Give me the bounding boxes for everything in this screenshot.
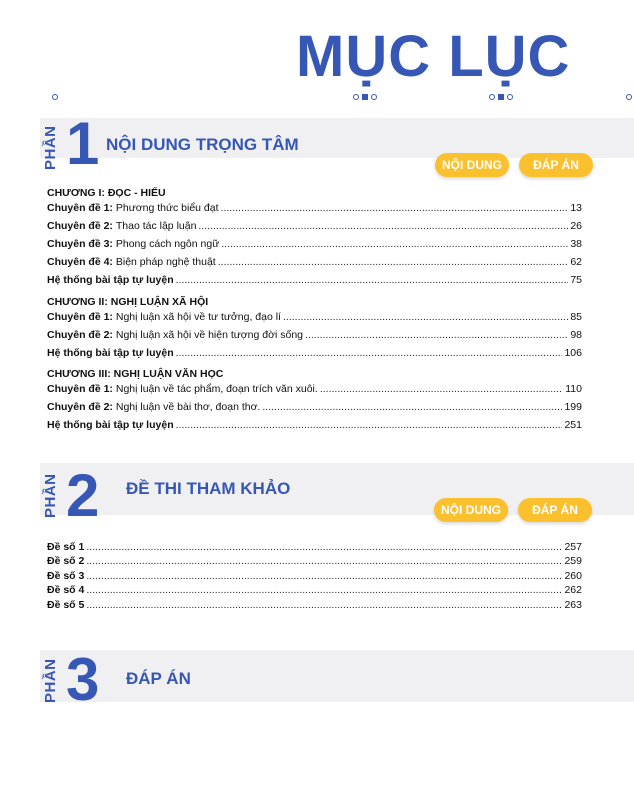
section-1-phan-label: PHẦN (42, 125, 59, 170)
toc-row[interactable]: Chuyên đề 1: Nghị luận xã hội về tư tưởng, đạo lí ..... 85 (47, 311, 582, 329)
decor-dots-icon (489, 92, 513, 101)
section-2-answer-button[interactable]: ĐÁP ÁN (518, 498, 592, 522)
section-1-toc (47, 184, 582, 437)
page-title: MỤC LỤC (296, 24, 571, 89)
chapter-title: CHƯƠNG II: NGHỊ LUẬN XÃ HỘI (47, 295, 209, 308)
toc-row[interactable]: Hệ thống bài tập tự luyện ..... 106 (47, 347, 582, 365)
toc-row[interactable]: Đề số 5 ..... 263 (47, 599, 582, 613)
toc-row[interactable]: Đề số 4 ..... 262 (47, 584, 582, 598)
section-2-phan-label: PHẦN (42, 473, 59, 518)
toc-row[interactable]: Chuyên đề 4: Biện pháp nghệ thuật ..... 62 (47, 256, 582, 274)
chapter-title: CHƯƠNG III: NGHỊ LUẬN VĂN HỌC (47, 367, 224, 380)
section-1-number: 1 (66, 110, 100, 177)
toc-row[interactable]: Chuyên đề 3: Phong cách ngôn ngữ ..... 38 (47, 238, 582, 256)
section-3-title: ĐÁP ÁN (126, 669, 191, 688)
toc-row[interactable]: Chuyên đề 1: Phương thức biểu đạt ..... 13 (47, 202, 582, 220)
toc-row[interactable]: Chuyên đề 2: Nghị luận về bài thơ, đoạn thơ. ..... 199 (47, 401, 582, 419)
toc-row[interactable]: Chuyên đề 2: Nghị luận xã hội về hiện tượng đời sống ..... 98 (47, 329, 582, 347)
section-1-content-button[interactable]: NỘI DUNG (435, 153, 509, 177)
chapter-title: CHƯƠNG I: ĐỌC - HIỂU (47, 187, 166, 199)
toc-row[interactable]: Đề số 3 ..... 260 (47, 570, 582, 584)
section-2-content-button[interactable]: NỘI DUNG (434, 498, 508, 522)
section-3-number: 3 (66, 646, 100, 713)
section-2-number: 2 (66, 462, 100, 529)
toc-row[interactable]: Đề số 1 ..... 257 (47, 541, 582, 555)
toc-row[interactable]: Đề số 2 ..... 259 (47, 555, 582, 569)
decor-ring-icon (626, 92, 632, 101)
toc-row[interactable]: Hệ thống bài tập tự luyện ..... 251 (47, 419, 582, 437)
section-1-answer-button[interactable]: ĐÁP ÁN (519, 153, 593, 177)
section-3-phan-label: PHẦN (42, 658, 59, 703)
section-2-title: ĐỀ THI THAM KHẢO (126, 479, 291, 498)
toc-row[interactable]: Chuyên đề 1: Nghị luận về tác phẩm, đoạn trích văn xuôi. ..... 110 (47, 383, 582, 401)
decor-ring-icon (52, 92, 58, 101)
decor-dots-icon (353, 92, 377, 101)
toc-row[interactable]: Chuyên đề 2: Thao tác lập luận ..... 26 (47, 220, 582, 238)
toc-row[interactable]: Hệ thống bài tập tự luyện ..... 75 (47, 274, 582, 292)
section-1-title: NỘI DUNG TRỌNG TÂM (106, 135, 299, 154)
section-2-toc (47, 541, 582, 613)
